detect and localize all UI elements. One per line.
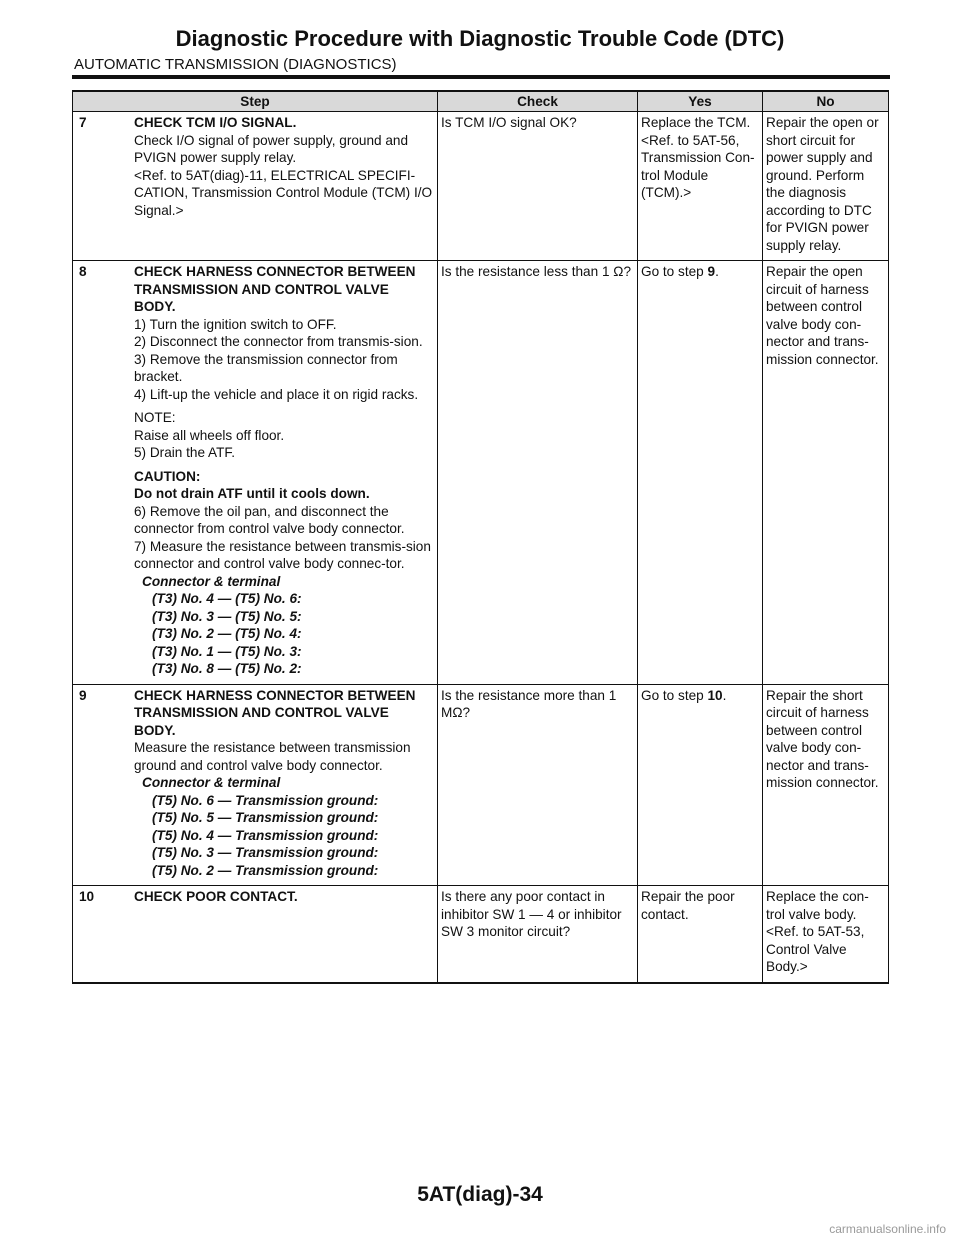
step-title: CHECK POOR CONTACT.: [134, 889, 298, 904]
step-title: CHECK HARNESS CONNECTOR BETWEEN TRANSMISSION AND CONTROL VALVE BODY.: [134, 687, 416, 738]
caution-label: CAUTION:: [134, 468, 201, 484]
column-header-check: Check: [438, 91, 638, 112]
yes-step-link: 9: [707, 264, 716, 279]
diagnostic-procedure-table: [72, 90, 889, 984]
note-text: Raise all wheels off floor.: [134, 427, 285, 443]
connector-terminal-line: (T3) No. 3 — (T5) No. 5:: [152, 608, 302, 624]
yes-cell: [638, 261, 763, 685]
step-number: 7: [79, 115, 87, 130]
step-cell: [73, 886, 438, 983]
step-cell: [73, 261, 438, 685]
yes-cell: Replace the TCM. <Ref. to 5AT-56, Transmission Con-trol Module (TCM).>: [638, 112, 763, 261]
connector-terminal-line: (T5) No. 4 — Transmission ground:: [152, 827, 379, 843]
yes-suffix: .: [715, 264, 719, 279]
yes-suffix: .: [722, 687, 727, 703]
page-number: 5AT(diag)-34: [417, 1183, 543, 1206]
step-number: 10: [79, 889, 95, 904]
connector-terminal-line: (T3) No. 1 — (T5) No. 3:: [152, 643, 302, 659]
step-text: 6) Remove the oil pan, and disconnect the connector from control valve body connector.: [134, 503, 405, 536]
section-title: AUTOMATIC TRANSMISSION (DIAGNOSTICS): [74, 56, 397, 73]
step-text: 3) Remove the transmission connector from bracket.: [134, 351, 398, 384]
step-text: 7) Measure the resistance between transmis-sion connector and control valve body connec-tor.: [134, 538, 431, 571]
no-cell: Repair the short circuit of harness between control valve body con-nector and trans-mission connector.: [763, 684, 889, 886]
step-text: Check I/O signal of power supply, ground and PVIGN power supply relay.: [134, 132, 409, 165]
no-cell: Replace the con-trol valve body. <Ref. to 5AT-53, Control Valve Body.>: [763, 886, 889, 983]
step-text: 4) Lift-up the vehicle and place it on rigid racks.: [134, 386, 419, 402]
column-header-no: No: [763, 91, 889, 112]
step-text: 1) Turn the ignition switch to OFF.: [134, 316, 337, 332]
yes-prefix: Go to step: [641, 687, 708, 703]
step-title: CHECK HARNESS CONNECTOR BETWEEN TRANSMISSION AND CONTROL VALVE BODY.: [134, 264, 416, 314]
caution-text: Do not drain ATF until it cools down.: [134, 486, 370, 501]
yes-cell: [638, 684, 763, 886]
table-row: [73, 261, 889, 685]
connector-terminal-line: (T5) No. 6 — Transmission ground:: [152, 792, 379, 808]
page-title: Diagnostic Procedure with Diagnostic Trouble Code (DTC): [175, 26, 785, 51]
column-header-yes: Yes: [638, 91, 763, 112]
connector-terminal-title: Connector & terminal: [142, 775, 281, 790]
table-row: [73, 112, 889, 261]
connector-terminal-line: (T5) No. 2 — Transmission ground:: [152, 862, 379, 878]
step-number: 8: [79, 264, 87, 279]
connector-terminal-title: Connector & terminal: [142, 573, 281, 589]
check-cell: Is the resistance more than 1 MΩ?: [438, 684, 638, 886]
table-row: [73, 684, 889, 886]
check-cell: Is there any poor contact in inhibitor SW 1 — 4 or inhibitor SW 3 monitor circuit?: [438, 886, 638, 983]
yes-step-link: 10: [707, 687, 723, 703]
no-cell: Repair the open or short circuit for power supply and ground. Perform the diagnosis according to DTC for PVIGN power supply relay.: [763, 112, 889, 261]
step-cell: [73, 684, 438, 886]
no-cell: Repair the open circuit of harness between control valve body con-nector and trans-mission connector.: [763, 261, 889, 685]
column-header-step: Step: [73, 91, 438, 112]
note-label: NOTE:: [134, 410, 176, 425]
connector-terminal-line: (T5) No. 5 — Transmission ground:: [152, 810, 379, 825]
step-reference: <Ref. to 5AT(diag)-11, ELECTRICAL SPECIFI-CATION, Transmission Control Module (TCM) I/O Signal.>: [134, 167, 433, 218]
connector-terminal-line: (T3) No. 4 — (T5) No. 6:: [152, 591, 302, 606]
table-header-row: [73, 91, 889, 112]
connector-terminal-line: (T3) No. 2 — (T5) No. 4:: [152, 626, 302, 641]
step-number: 9: [79, 687, 87, 703]
step-title: CHECK TCM I/O SIGNAL.: [134, 115, 297, 130]
yes-cell: Repair the poor contact.: [638, 886, 763, 983]
step-text: Measure the resistance between transmission ground and control valve body connector.: [134, 740, 411, 773]
check-cell: Is the resistance less than 1 Ω?: [438, 261, 638, 685]
table-row: [73, 886, 889, 983]
connector-terminal-line: (T5) No. 3 — Transmission ground:: [152, 845, 379, 860]
step-text: 2) Disconnect the connector from transmis-sion.: [134, 334, 423, 349]
check-cell: Is TCM I/O signal OK?: [438, 112, 638, 261]
header-rule: [72, 75, 890, 79]
step-text: 5) Drain the ATF.: [134, 445, 235, 460]
step-cell: [73, 112, 438, 261]
connector-terminal-line: (T3) No. 8 — (T5) No. 2:: [152, 661, 302, 676]
watermark: carmanualsonline.info: [829, 1222, 946, 1236]
yes-prefix: Go to step: [641, 264, 708, 279]
